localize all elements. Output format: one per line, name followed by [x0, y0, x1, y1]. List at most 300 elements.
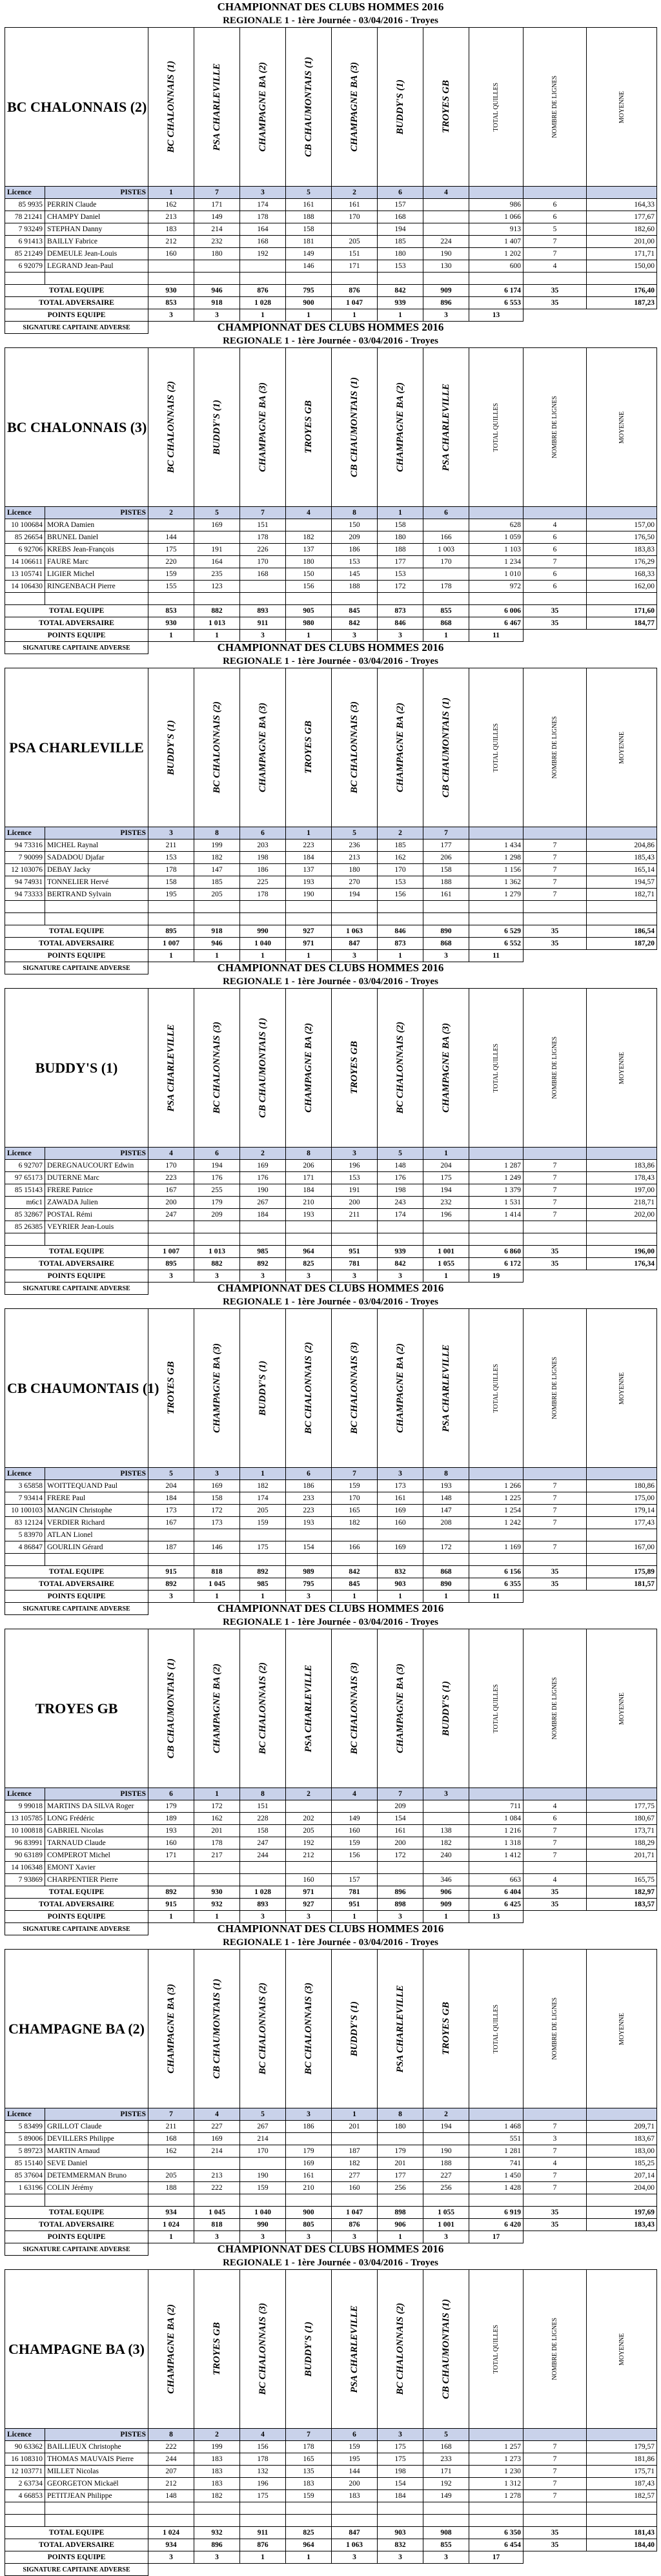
game-score — [194, 2158, 240, 2170]
piste-number: 4 — [332, 1788, 378, 1800]
player-row — [5, 840, 657, 852]
game-score — [286, 519, 332, 531]
player-moyenne: 202,00 — [587, 1209, 657, 1221]
opponent-name: TROYES GB — [165, 1361, 176, 1415]
player-name: SEVE Daniel — [45, 2158, 148, 2170]
results-table — [5, 988, 657, 1295]
ta-value: 818 — [194, 2219, 240, 2231]
player-name: FRERE Patrice — [45, 1184, 148, 1197]
piste-number: 2 — [240, 1148, 286, 1160]
game-score: 187 — [332, 2145, 378, 2158]
game-score: 190 — [240, 1184, 286, 1197]
licence-label: Licence — [5, 2429, 45, 2441]
player-licence: 16 108310 — [5, 2453, 45, 2466]
game-score — [148, 913, 194, 925]
player-nombre-lignes — [524, 1554, 587, 1566]
game-score: 184 — [378, 2490, 423, 2502]
game-score — [423, 1233, 469, 1246]
te-tq-value: 6 404 — [469, 1886, 524, 1899]
game-score: 192 — [286, 1837, 332, 1850]
game-score — [240, 913, 286, 925]
round-subtitle: REGIONALE 1 - 1ère Journée - 03/04/2016 - Troyes — [223, 336, 438, 346]
player-name: VEYRIER Jean-Louis — [45, 1221, 148, 1233]
game-score — [148, 273, 194, 285]
licence-label: Licence — [5, 1148, 45, 1160]
game-score: 220 — [148, 556, 194, 568]
game-score: 169 — [240, 1160, 286, 1172]
pe-value: 1 — [332, 1911, 378, 1923]
game-score — [240, 273, 286, 285]
game-score: 193 — [423, 1480, 469, 1492]
game-score — [332, 1800, 378, 1813]
opponent-name: BC CHALONNAIS (1) — [165, 61, 176, 153]
game-score: 185 — [378, 236, 423, 248]
player-nombre-lignes — [524, 913, 587, 925]
game-score: 256 — [378, 2182, 423, 2194]
game-score: 170 — [240, 556, 286, 568]
game-score — [286, 593, 332, 605]
game-score: 180 — [378, 248, 423, 260]
pe-value: 3 — [286, 1591, 332, 1603]
game-score: 178 — [240, 2453, 286, 2466]
player-total-quilles — [469, 2515, 524, 2527]
player-total-quilles: 1 010 — [469, 568, 524, 581]
player-row — [5, 1172, 657, 1184]
piste-number: 5 — [286, 187, 332, 199]
game-score: 204 — [148, 1480, 194, 1492]
player-total-quilles: 1 318 — [469, 1837, 524, 1850]
game-score — [378, 273, 423, 285]
game-score — [332, 1529, 378, 1541]
championship-title: CHAMPIONNAT DES CLUBS HOMMES 2016 — [217, 962, 444, 974]
ta-value: 805 — [286, 2219, 332, 2231]
game-score — [286, 1221, 332, 1233]
pe-value: 3 — [194, 309, 240, 322]
game-score: 214 — [240, 2133, 286, 2145]
player-licence: 5 83499 — [5, 2121, 45, 2133]
pe-value: 1 — [240, 309, 286, 322]
pe-value: 3 — [423, 2231, 469, 2243]
game-score: 217 — [194, 1850, 240, 1862]
pistes-label: PISTES — [45, 1788, 148, 1800]
game-score: 188 — [148, 2182, 194, 2194]
total-equipe-row — [5, 1566, 657, 1578]
player-nombre-lignes: 6 — [524, 211, 587, 223]
te-value: 906 — [423, 1886, 469, 1899]
game-score: 200 — [148, 1197, 194, 1209]
total-adversaire-label: TOTAL ADVERSAIRE — [5, 617, 148, 630]
player-name: MORA Damien — [45, 519, 148, 531]
ta-value: 876 — [240, 2539, 286, 2551]
points-equipe-row — [5, 2551, 657, 2564]
ta-value: 1 045 — [194, 1578, 240, 1591]
game-score — [423, 273, 469, 285]
player-nombre-lignes: 7 — [524, 1160, 587, 1172]
ta-value: 1 040 — [240, 938, 286, 950]
game-score: 186 — [286, 2121, 332, 2133]
opponent-name: TROYES GB — [349, 1041, 360, 1095]
game-score: 162 — [194, 1813, 240, 1825]
game-score: 176 — [378, 1172, 423, 1184]
player-row — [5, 556, 657, 568]
ta-value: 882 — [194, 1258, 240, 1270]
te-value: 1 028 — [240, 1886, 286, 1899]
player-total-quilles — [469, 1862, 524, 1874]
piste-number: 2 — [332, 187, 378, 199]
pe-value: 3 — [286, 1911, 332, 1923]
opponent-header — [332, 348, 378, 507]
te-value: 1 024 — [148, 2527, 194, 2539]
player-moyenne: 187,43 — [587, 2478, 657, 2490]
game-score — [194, 2515, 240, 2527]
ta-value: 915 — [148, 1899, 194, 1911]
player-licence: 90 63362 — [5, 2441, 45, 2453]
game-score: 144 — [148, 531, 194, 544]
pe-value: 3 — [378, 2551, 423, 2564]
game-score: 189 — [148, 1813, 194, 1825]
game-score — [148, 519, 194, 531]
game-score — [194, 531, 240, 544]
te-nl-value: 35 — [524, 1566, 587, 1578]
player-row — [5, 544, 657, 556]
player-row — [5, 248, 657, 260]
game-score — [148, 1221, 194, 1233]
game-score — [423, 913, 469, 925]
player-row — [5, 1184, 657, 1197]
header-row — [5, 2270, 657, 2429]
player-row — [5, 852, 657, 864]
opponent-header — [286, 1950, 332, 2108]
championship-title: CHAMPIONNAT DES CLUBS HOMMES 2016 — [217, 1, 444, 13]
piste-number: 2 — [286, 1788, 332, 1800]
total-adversaire-label: TOTAL ADVERSAIRE — [5, 1578, 148, 1591]
game-score: 222 — [148, 2441, 194, 2453]
game-score: 172 — [194, 1800, 240, 1813]
player-row — [5, 1874, 657, 1886]
game-score — [240, 1529, 286, 1541]
opponent-name: BUDDY'S (1) — [165, 719, 176, 776]
player-row — [5, 1529, 657, 1541]
player-total-quilles: 1 298 — [469, 852, 524, 864]
player-nombre-lignes: 7 — [524, 1480, 587, 1492]
game-score: 178 — [148, 864, 194, 876]
player-name: TARNAUD Claude — [45, 1837, 148, 1850]
player-moyenne: 150,00 — [587, 260, 657, 273]
game-score: 171 — [332, 260, 378, 273]
game-score: 198 — [378, 2466, 423, 2478]
game-score: 196 — [423, 1209, 469, 1221]
opponent-name: PSA CHARLEVILLE — [211, 63, 222, 151]
nombre-lignes-header: NOMBRE DE LIGNES — [551, 76, 559, 138]
opponent-name: BUDDY'S (1) — [440, 1680, 451, 1736]
player-name: FAURE Marc — [45, 556, 148, 568]
game-score: 181 — [286, 236, 332, 248]
te-moy-value: 197,69 — [587, 2207, 657, 2219]
player-licence: 85 21249 — [5, 248, 45, 260]
game-score: 188 — [423, 2158, 469, 2170]
game-score: 156 — [332, 1850, 378, 1862]
game-score: 154 — [378, 2478, 423, 2490]
opponent-header — [378, 668, 423, 827]
ta-value: 1 001 — [423, 2219, 469, 2231]
pe-tq-value: 17 — [469, 2231, 524, 2243]
player-moyenne: 176,50 — [587, 531, 657, 544]
round-subtitle: REGIONALE 1 - 1ère Journée - 03/04/2016 - Troyes — [223, 15, 438, 26]
player-name: ATLAN Lionel — [45, 1529, 148, 1541]
opponent-header — [194, 1629, 240, 1788]
game-score: 154 — [378, 1813, 423, 1825]
pe-value: 1 — [240, 2551, 286, 2564]
player-row — [5, 864, 657, 876]
game-score: 212 — [148, 2478, 194, 2490]
licence-label: Licence — [5, 827, 45, 840]
player-licence: 4 66853 — [5, 2490, 45, 2502]
player-nombre-lignes: 7 — [524, 2466, 587, 2478]
opponent-name: CHAMPAGNE BA (2) — [211, 1664, 222, 1753]
ta-value: 868 — [423, 938, 469, 950]
player-total-quilles: 1 103 — [469, 544, 524, 556]
ta-tq-value: 6 467 — [469, 617, 524, 630]
player-total-quilles: 1 281 — [469, 2145, 524, 2158]
player-moyenne — [587, 593, 657, 605]
game-score — [332, 2194, 378, 2207]
piste-number: 1 — [148, 187, 194, 199]
opponent-header — [194, 668, 240, 827]
game-score: 194 — [423, 1184, 469, 1197]
points-equipe-label: POINTS EQUIPE — [5, 1911, 148, 1923]
pe-tq-value: 11 — [469, 950, 524, 962]
te-moy-value: 196,00 — [587, 1246, 657, 1258]
opponent-header — [423, 28, 469, 187]
ta-nl-value: 35 — [524, 1258, 587, 1270]
player-row — [5, 1850, 657, 1862]
player-moyenne — [587, 1233, 657, 1246]
opponent-header — [332, 28, 378, 187]
game-score — [286, 2502, 332, 2515]
game-score: 182 — [332, 2158, 378, 2170]
player-row — [5, 2158, 657, 2170]
game-score — [378, 901, 423, 913]
game-score: 173 — [148, 1505, 194, 1517]
game-score: 158 — [286, 223, 332, 236]
player-name: BAILLY Fabrice — [45, 236, 148, 248]
player-licence: 5 89723 — [5, 2145, 45, 2158]
game-score: 162 — [148, 2145, 194, 2158]
piste-number: 8 — [332, 507, 378, 519]
player-nombre-lignes: 7 — [524, 1517, 587, 1529]
total-quilles-header: TOTAL QUILLES — [493, 402, 500, 452]
total-quilles-header: TOTAL QUILLES — [493, 1684, 500, 1733]
player-nombre-lignes: 7 — [524, 889, 587, 901]
game-score: 179 — [378, 2145, 423, 2158]
game-score: 182 — [240, 1480, 286, 1492]
player-total-quilles — [469, 2194, 524, 2207]
total-adversaire-label: TOTAL ADVERSAIRE — [5, 297, 148, 309]
game-score: 169 — [194, 519, 240, 531]
game-score: 209 — [194, 1209, 240, 1221]
championship-title: CHAMPIONNAT DES CLUBS HOMMES 2016 — [217, 1922, 444, 1935]
player-name: BRUNEL Daniel — [45, 531, 148, 544]
player-name: LIGIER Michel — [45, 568, 148, 581]
opponent-header — [286, 1629, 332, 1788]
total-quilles-header: TOTAL QUILLES — [493, 1363, 500, 1413]
player-nombre-lignes: 7 — [524, 1825, 587, 1837]
opponent-name: CB CHAUMONTAIS (1) — [211, 1978, 222, 2079]
game-score: 209 — [332, 531, 378, 544]
player-name: COLIN Jérémy — [45, 2182, 148, 2194]
te-value: 825 — [286, 2527, 332, 2539]
pistes-row — [5, 827, 657, 840]
signature-label: SIGNATURE CAPITAINE ADVERSE — [5, 1923, 148, 1935]
game-score: 177 — [378, 556, 423, 568]
te-value: 892 — [240, 1566, 286, 1578]
pe-value: 1 — [148, 950, 194, 962]
licence-label: Licence — [5, 1788, 45, 1800]
game-score: 267 — [240, 2121, 286, 2133]
player-nombre-lignes — [524, 2515, 587, 2527]
pistes-label: PISTES — [45, 1468, 148, 1480]
game-score — [194, 2502, 240, 2515]
total-equipe-label: TOTAL EQUIPE — [5, 2527, 148, 2539]
game-score: 193 — [148, 1825, 194, 1837]
player-moyenne — [587, 913, 657, 925]
opponent-header — [286, 348, 332, 507]
player-name — [45, 2515, 148, 2527]
game-score: 150 — [286, 568, 332, 581]
moyenne-header: MOYENNE — [618, 411, 625, 444]
opponent-name: CHAMPAGNE BA (3) — [257, 382, 268, 472]
player-licence: 90 63189 — [5, 1850, 45, 1862]
round-subtitle: REGIONALE 1 - 1ère Journée - 03/04/2016 - Troyes — [223, 656, 438, 666]
game-score — [148, 1554, 194, 1566]
opponent-header — [286, 668, 332, 827]
game-score: 205 — [148, 2170, 194, 2182]
club-name: PSA CHARLEVILLE — [5, 668, 148, 827]
game-score — [378, 2133, 423, 2145]
te-value: 842 — [378, 285, 423, 297]
opponent-header — [240, 1950, 286, 2108]
game-score: 191 — [332, 1184, 378, 1197]
ta-value: 842 — [332, 617, 378, 630]
club-name: CHAMPAGNE BA (2) — [5, 1950, 148, 2108]
opponent-header — [286, 2270, 332, 2429]
points-equipe-label: POINTS EQUIPE — [5, 309, 148, 322]
game-score — [423, 223, 469, 236]
player-nombre-lignes: 4 — [524, 519, 587, 531]
game-score: 172 — [378, 581, 423, 593]
player-licence: 85 32867 — [5, 1209, 45, 1221]
game-score — [423, 1554, 469, 1566]
player-licence: 2 63734 — [5, 2478, 45, 2490]
opponent-header — [148, 1629, 194, 1788]
player-row — [5, 1480, 657, 1492]
total-quilles-header: TOTAL QUILLES — [493, 2004, 500, 2054]
moyenne-header: MOYENNE — [618, 2333, 625, 2365]
game-score: 209 — [378, 1800, 423, 1813]
player-nombre-lignes: 7 — [524, 2121, 587, 2133]
player-total-quilles: 1 230 — [469, 2466, 524, 2478]
game-score: 183 — [194, 2478, 240, 2490]
game-score — [423, 2502, 469, 2515]
game-score: 182 — [194, 852, 240, 864]
pe-tq-value: 11 — [469, 1591, 524, 1603]
game-score: 153 — [332, 556, 378, 568]
piste-number: 5 — [240, 2108, 286, 2121]
nombre-lignes-header: NOMBRE DE LIGNES — [551, 1357, 559, 1419]
te-moy-value: 186,54 — [587, 925, 657, 938]
player-total-quilles: 1 531 — [469, 1197, 524, 1209]
pe-value: 1 — [194, 1911, 240, 1923]
game-score: 153 — [378, 876, 423, 889]
game-score — [194, 260, 240, 273]
pe-value: 1 — [378, 950, 423, 962]
game-score: 267 — [240, 1197, 286, 1209]
player-nombre-lignes: 7 — [524, 1541, 587, 1554]
te-value: 1 045 — [194, 2207, 240, 2219]
game-score: 205 — [332, 236, 378, 248]
te-value: 876 — [332, 285, 378, 297]
player-licence — [5, 2502, 45, 2515]
pe-value: 1 — [332, 309, 378, 322]
ta-value: 842 — [378, 1258, 423, 1270]
game-score — [148, 2194, 194, 2207]
game-score: 178 — [240, 211, 286, 223]
game-score: 213 — [194, 2170, 240, 2182]
pe-value: 1 — [378, 2231, 423, 2243]
licence-label: Licence — [5, 2108, 45, 2121]
te-value: 842 — [332, 1566, 378, 1578]
game-score: 174 — [378, 1209, 423, 1221]
game-score: 144 — [332, 2466, 378, 2478]
player-name: FRERE Paul — [45, 1492, 148, 1505]
opponent-name: CHAMPAGNE BA (2) — [394, 1343, 405, 1433]
championship-title: CHAMPIONNAT DES CLUBS HOMMES 2016 — [217, 321, 444, 333]
game-score — [332, 1233, 378, 1246]
game-score: 160 — [332, 2182, 378, 2194]
championship-title: CHAMPIONNAT DES CLUBS HOMMES 2016 — [217, 2243, 444, 2255]
ta-value: 876 — [332, 2219, 378, 2231]
te-value: 930 — [148, 285, 194, 297]
player-moyenne — [587, 2502, 657, 2515]
player-licence: 97 65173 — [5, 1172, 45, 1184]
moyenne-header: MOYENNE — [618, 1692, 625, 1725]
player-licence: 7 90099 — [5, 852, 45, 864]
player-nombre-lignes: 6 — [524, 1813, 587, 1825]
game-score: 166 — [332, 1541, 378, 1554]
game-score: 161 — [286, 199, 332, 211]
opponent-name: BUDDY'S (1) — [257, 1360, 268, 1416]
te-value: 930 — [194, 1886, 240, 1899]
player-licence: 85 9935 — [5, 199, 45, 211]
te-moy-value: 175,89 — [587, 1566, 657, 1578]
ta-moy-value: 187,23 — [587, 297, 657, 309]
player-row — [5, 2466, 657, 2478]
pe-value: 1 — [286, 309, 332, 322]
ta-nl-value: 35 — [524, 617, 587, 630]
te-value: 890 — [423, 925, 469, 938]
opponent-name: PSA CHARLEVILLE — [394, 1984, 405, 2073]
ta-value: 903 — [378, 1578, 423, 1591]
player-row — [5, 1862, 657, 1874]
game-score: 159 — [332, 1480, 378, 1492]
game-score: 151 — [332, 248, 378, 260]
opponent-name: BC CHALONNAIS (2) — [165, 381, 176, 473]
game-score — [423, 901, 469, 913]
moyenne-header: MOYENNE — [618, 731, 625, 764]
game-score: 206 — [286, 1160, 332, 1172]
player-row — [5, 2441, 657, 2453]
te-nl-value: 35 — [524, 2527, 587, 2539]
